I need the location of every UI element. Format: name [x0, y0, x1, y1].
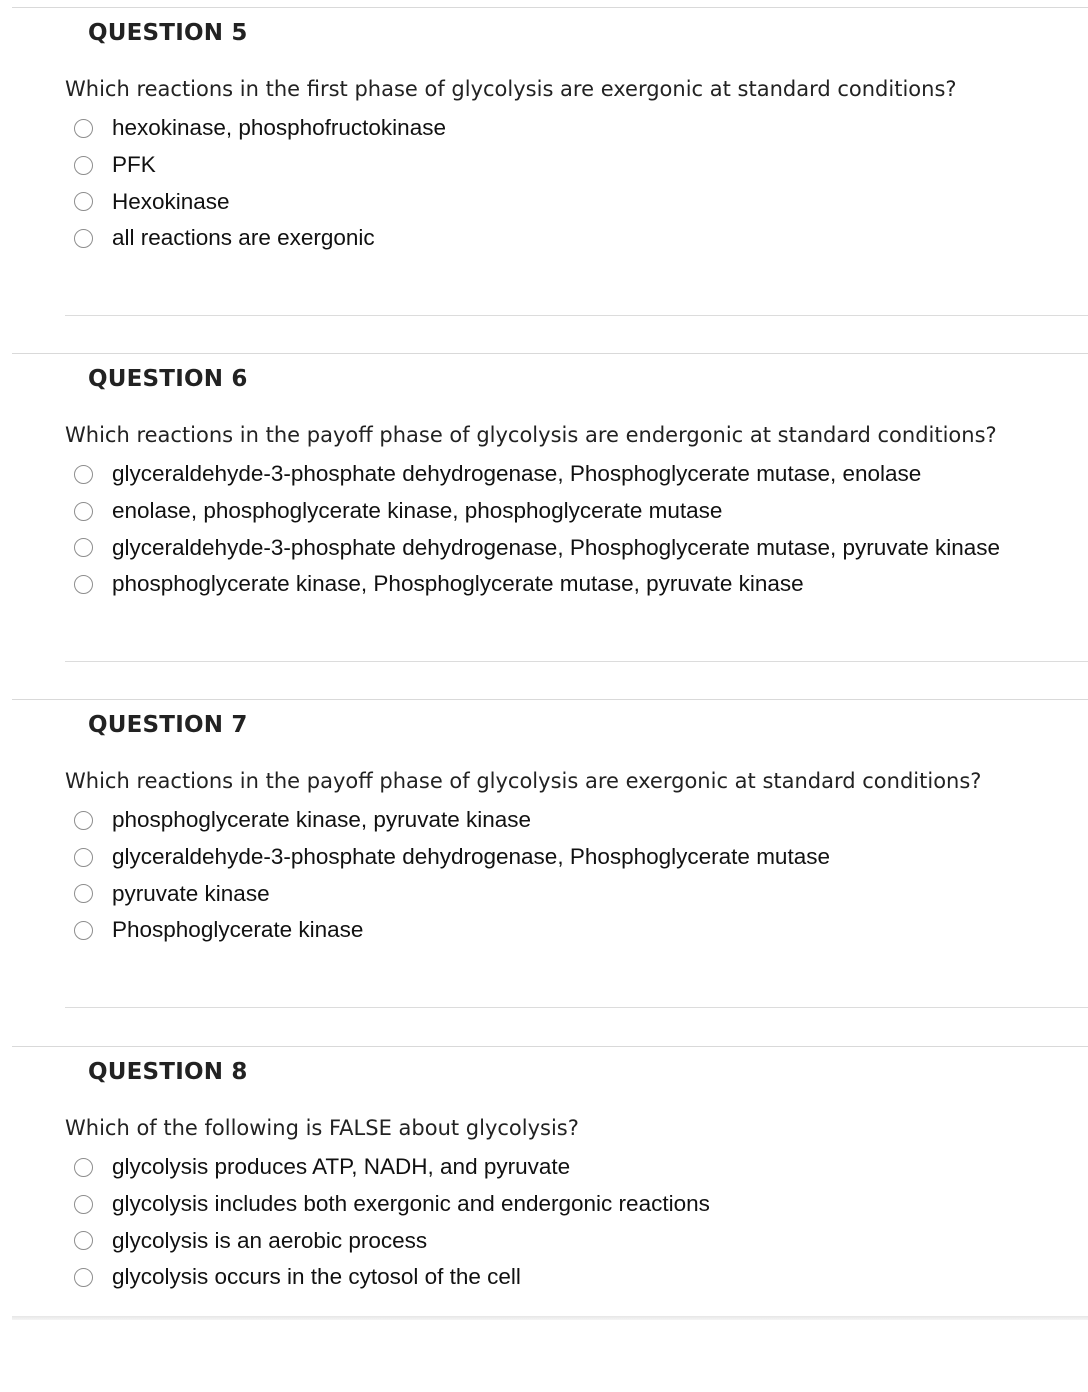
answer-options [74, 110, 446, 257]
answer-option[interactable] [74, 1149, 710, 1186]
radio-button[interactable] [74, 1268, 93, 1287]
question-separator [65, 315, 1088, 316]
radio-button[interactable] [74, 465, 93, 484]
question-title: QUESTION 6 [88, 366, 248, 392]
question-divider [12, 353, 1088, 354]
question-title: QUESTION 8 [88, 1059, 248, 1085]
radio-button[interactable] [74, 229, 93, 248]
radio-button[interactable] [74, 119, 93, 138]
question-separator [65, 661, 1088, 662]
radio-button[interactable] [74, 192, 93, 211]
answer-option[interactable] [74, 912, 830, 949]
answer-label[interactable]: glyceraldehyde-3-phosphate dehydrogenase, Phosphoglycerate mutase [112, 844, 830, 870]
answer-option[interactable] [74, 110, 446, 147]
answer-option[interactable] [74, 1259, 710, 1296]
answer-option[interactable] [74, 1186, 710, 1223]
answer-option[interactable] [74, 147, 446, 184]
answer-label[interactable]: Phosphoglycerate kinase [112, 917, 364, 943]
answer-option[interactable] [74, 183, 446, 220]
page-bottom-edge [12, 1316, 1088, 1320]
radio-button[interactable] [74, 156, 93, 175]
question-prompt: Which reactions in the payoff phase of glycolysis are endergonic at standard conditions? [65, 423, 997, 447]
question-8 [0, 1046, 1088, 1392]
answer-option[interactable] [74, 220, 446, 257]
radio-button[interactable] [74, 1195, 93, 1214]
question-divider [12, 1046, 1088, 1047]
question-divider [12, 699, 1088, 700]
radio-button[interactable] [74, 848, 93, 867]
radio-button[interactable] [74, 1231, 93, 1250]
radio-button[interactable] [74, 502, 93, 521]
answer-label[interactable]: glycolysis is an aerobic process [112, 1227, 428, 1253]
answer-label[interactable]: glycolysis occurs in the cytosol of the cell [112, 1264, 521, 1290]
answer-label[interactable]: Hexokinase [112, 188, 230, 214]
answer-label[interactable]: glycolysis produces ATP, NADH, and pyruvate [112, 1154, 571, 1180]
answer-option[interactable] [74, 1222, 710, 1259]
answer-label[interactable]: glycolysis includes both exergonic and endergonic reactions [112, 1191, 710, 1217]
radio-button[interactable] [74, 921, 93, 940]
answer-label[interactable]: glyceraldehyde-3-phosphate dehydrogenase, Phosphoglycerate mutase, pyruvate kinase [112, 534, 1001, 560]
question-separator [65, 1007, 1088, 1008]
answer-label[interactable]: PFK [112, 152, 156, 178]
answer-option[interactable] [74, 839, 830, 876]
answer-options [74, 802, 830, 949]
answer-label[interactable]: phosphoglycerate kinase, pyruvate kinase [112, 807, 532, 833]
answer-options [74, 1149, 710, 1296]
radio-button[interactable] [74, 811, 93, 830]
answer-label[interactable]: pyruvate kinase [112, 880, 270, 906]
question-title: QUESTION 5 [88, 20, 248, 46]
answer-option[interactable] [74, 456, 1000, 493]
answer-label[interactable]: glyceraldehyde-3-phosphate dehydrogenase, Phosphoglycerate mutase, enolase [112, 461, 922, 487]
question-prompt: Which reactions in the payoff phase of glycolysis are exergonic at standard conditions? [65, 769, 982, 793]
answer-option[interactable] [74, 802, 830, 839]
question-prompt: Which of the following is FALSE about glycolysis? [65, 1116, 579, 1140]
answer-option[interactable] [74, 875, 830, 912]
answer-option[interactable] [74, 493, 1000, 530]
answer-options [74, 456, 1000, 603]
answer-label[interactable]: phosphoglycerate kinase, Phosphoglycerate mutase, pyruvate kinase [112, 571, 804, 597]
question-prompt: Which reactions in the first phase of glycolysis are exergonic at standard conditions? [65, 77, 957, 101]
radio-button[interactable] [74, 538, 93, 557]
question-title: QUESTION 7 [88, 712, 248, 738]
answer-option[interactable] [74, 566, 1000, 603]
question-6 [0, 353, 1088, 699]
answer-option[interactable] [74, 529, 1000, 566]
radio-button[interactable] [74, 1158, 93, 1177]
radio-button[interactable] [74, 884, 93, 903]
answer-label[interactable]: hexokinase, phosphofructokinase [112, 115, 446, 141]
question-5 [0, 7, 1088, 353]
answer-label[interactable]: enolase, phosphoglycerate kinase, phosphoglycerate mutase [112, 498, 723, 524]
answer-label[interactable]: all reactions are exergonic [112, 225, 375, 251]
radio-button[interactable] [74, 575, 93, 594]
question-7 [0, 699, 1088, 1045]
question-divider [12, 7, 1088, 8]
